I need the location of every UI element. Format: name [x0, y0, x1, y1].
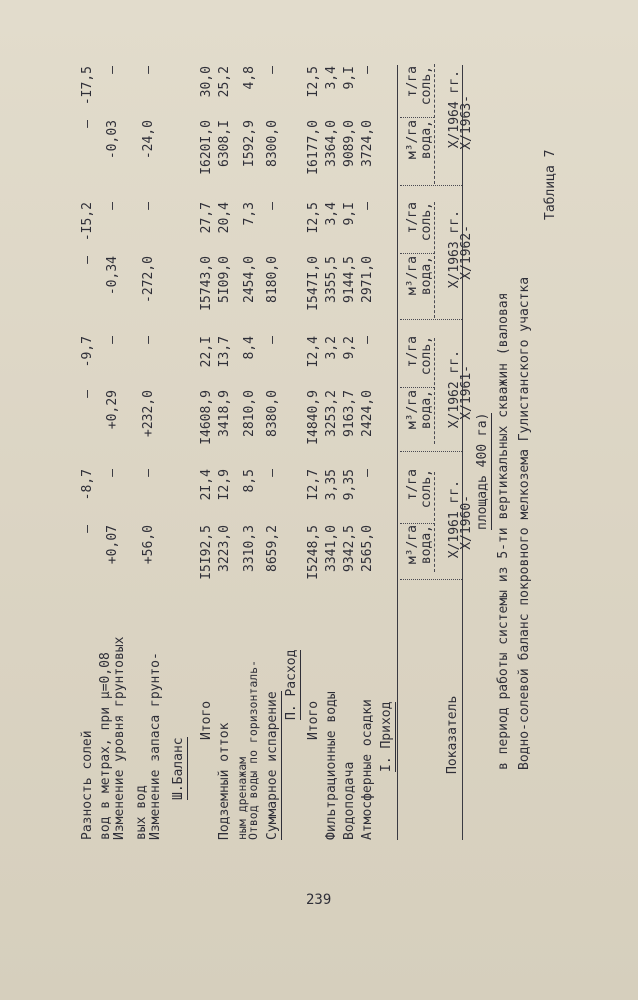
header-separator	[400, 579, 462, 580]
table-cell: I3,7	[217, 336, 232, 368]
row-label: Изменение уровня грунтовых	[112, 636, 127, 840]
table-cell: I6177,0	[306, 120, 321, 175]
header-separator	[400, 387, 434, 388]
title-line-3: площадь 400 га)	[475, 412, 490, 530]
table-cell: —	[360, 66, 375, 74]
table-cell: 8380,0	[265, 390, 280, 437]
period-2-salt-unit: т/га	[405, 336, 420, 368]
header-separator	[400, 185, 462, 186]
table-cell: —	[265, 469, 280, 477]
table-cell: -8,7	[80, 469, 95, 501]
table-cell: 3253,2	[324, 390, 339, 437]
table-cell: I5743,0	[199, 256, 214, 311]
row-label: Подземный отток	[217, 722, 232, 840]
period-3-line1: X/1962-	[459, 225, 474, 280]
period-2-water: вода,	[419, 390, 434, 430]
table-cell: 9,35	[342, 469, 357, 501]
row-label: Разность солей	[80, 730, 95, 840]
table-cell: —	[105, 469, 120, 477]
table-cell: -9,7	[80, 336, 95, 368]
table-cell: 3418,9	[217, 390, 232, 437]
title-line-1: Водно-солевой баланс покровного мелкозема Гулистанского участка	[517, 276, 532, 770]
period-1-line2: X/1961 гг.	[447, 480, 462, 559]
table-cell: I4840,9	[306, 390, 321, 445]
row-label: Отвод воды по горизонталь-	[246, 659, 260, 840]
period-3-salt: соль,	[419, 202, 434, 242]
period-4-water-unit: м³/га	[405, 120, 420, 160]
period-1-water: вода,	[419, 525, 434, 565]
table-cell: I547I,0	[306, 256, 321, 311]
table-cell: 3724,0	[360, 120, 375, 167]
table-cell: —	[265, 202, 280, 210]
table-cell: 3355,5	[324, 256, 339, 303]
row-label: Атмосферные осадки	[360, 699, 375, 840]
table-cell: —	[265, 336, 280, 344]
header-separator	[400, 117, 434, 118]
period-4-line2: X/1964 гг.	[447, 70, 462, 149]
row-label-total: Итого	[306, 700, 321, 740]
table-cell: —	[141, 202, 156, 210]
period-2-line1: X/1961-	[459, 365, 474, 420]
table-cell: 9,I	[342, 66, 357, 90]
table-cell: 8,5	[242, 469, 257, 493]
table-cell: 3364,0	[324, 120, 339, 167]
table-cell: 22,I	[199, 336, 214, 368]
table-cell: 9089,0	[342, 120, 357, 167]
table-cell: —	[105, 336, 120, 344]
table-cell: I4608,9	[199, 390, 214, 445]
period-4-salt: соль,	[419, 66, 434, 106]
period-3-water-unit: м³/га	[405, 256, 420, 296]
section-title-income: I. Приход	[379, 701, 394, 772]
table-cell: 25,2	[217, 66, 232, 98]
table-cell: —	[360, 336, 375, 344]
table-cell: —	[360, 469, 375, 477]
table-cell: 20,4	[217, 202, 232, 234]
table-cell: 9,I	[342, 202, 357, 226]
table-cell: I2,7	[306, 469, 321, 501]
table-cell: +0,29	[105, 390, 120, 430]
table-cell: —	[80, 390, 95, 398]
table-cell: -0,34	[105, 256, 120, 296]
table-cell: 4,8	[242, 66, 257, 90]
table-cell: —	[141, 336, 156, 344]
table-cell: -24,0	[141, 120, 156, 160]
row-label: вых вод	[134, 785, 149, 840]
table-cell: I2,5	[306, 202, 321, 234]
table-cell: 7,3	[242, 202, 257, 226]
table-cell: I2,4	[306, 336, 321, 368]
header-separator	[400, 451, 462, 452]
period-2-line2: X/1962 гг.	[447, 350, 462, 429]
table-cell: 3,4	[324, 66, 339, 90]
table-cell: 5I09,0	[217, 256, 232, 303]
table-cell: 9144,5	[342, 256, 357, 303]
table-cell: 9163,7	[342, 390, 357, 437]
table-cell: —	[360, 202, 375, 210]
period-3-line2: X/1963 гг.	[447, 210, 462, 289]
table-cell: —	[80, 525, 95, 533]
table-cell: +0,07	[105, 525, 120, 565]
table-cell: —	[80, 120, 95, 128]
period-3-salt-unit: т/га	[405, 202, 420, 234]
table-cell: 2565,0	[360, 525, 375, 572]
period-4-line1: X/1963-	[459, 95, 474, 150]
table-cell: 8659,2	[265, 525, 280, 572]
table-cell: +232,0	[141, 390, 156, 437]
period-4-water: вода,	[419, 120, 434, 160]
table-cell: 8180,0	[265, 256, 280, 303]
table-cell: 3,2	[324, 336, 339, 360]
section-title-balance: Ш.Баланс	[171, 737, 186, 800]
row-label: Водоподача	[342, 761, 357, 840]
table-label: Таблица 7	[543, 149, 558, 220]
table-cell: 3341,0	[324, 525, 339, 572]
period-1-line1: X/1960-	[459, 495, 474, 550]
table-cell: —	[141, 469, 156, 477]
table-cell: —	[105, 66, 120, 74]
table-cell: -0,03	[105, 120, 120, 160]
period-2-salt: соль,	[419, 336, 434, 376]
table-cell: 9,2	[342, 336, 357, 360]
table-cell: I5I92,5	[199, 525, 214, 580]
period-2-rule	[434, 338, 435, 444]
period-2-water-unit: м³/га	[405, 390, 420, 430]
period-1-salt: соль,	[419, 469, 434, 509]
table-cell: —	[141, 66, 156, 74]
table-cell: -I5,2	[80, 202, 95, 242]
table-cell: I2,5	[306, 66, 321, 98]
page-number: 239	[306, 892, 332, 908]
table-cell: 27,7	[199, 202, 214, 234]
header-separator	[400, 319, 462, 320]
row-label: Суммарное испарение	[265, 691, 280, 840]
table-cell: 2424,0	[360, 390, 375, 437]
row-label: Фильтрационные воды	[324, 691, 339, 840]
header-separator	[400, 523, 434, 524]
section-title-expense: П. Расход	[284, 649, 299, 720]
table-cell: -272,0	[141, 256, 156, 303]
table-cell: -I7,5	[80, 66, 95, 106]
table-cell: 3,4	[324, 202, 339, 226]
header-bottom-rule	[397, 65, 398, 840]
period-1-rule	[434, 472, 435, 572]
table-top-rule	[462, 65, 463, 840]
table-cell: 3,35	[324, 469, 339, 501]
table-cell: 30,0	[199, 66, 214, 98]
period-1-salt-unit: т/га	[405, 469, 420, 501]
table-cell: I2,9	[217, 469, 232, 501]
period-4-salt-unit: т/га	[405, 66, 420, 98]
table-cell: I620I,0	[199, 120, 214, 175]
table-cell: 2971,0	[360, 256, 375, 303]
table-cell: +56,0	[141, 525, 156, 565]
table-cell: 2I,4	[199, 469, 214, 501]
table-cell: 8,4	[242, 336, 257, 360]
table-cell: 9342,5	[342, 525, 357, 572]
table-cell: I5248,5	[306, 525, 321, 580]
table-cell: 2810,0	[242, 390, 257, 437]
table-cell: I592,9	[242, 120, 257, 167]
header-separator	[400, 253, 434, 254]
period-1-water-unit: м³/га	[405, 525, 420, 565]
table-cell: —	[105, 202, 120, 210]
table-cell: —	[80, 256, 95, 264]
table-cell: 3223,0	[217, 525, 232, 572]
row-label: ным дренажам	[235, 756, 249, 840]
title-line-2: в период работы системы из 5-ти вертикальных скважин (валовая	[496, 292, 511, 770]
period-3-rule	[434, 202, 435, 318]
table-cell: 3310,3	[242, 525, 257, 572]
row-label: Изменение запаса грунто-	[148, 652, 163, 840]
row-label-total: Итого	[199, 700, 214, 740]
header-indicator: Показатель	[445, 695, 460, 774]
table-cell: 2454,0	[242, 256, 257, 303]
period-4-rule	[434, 64, 435, 184]
table-cell: 8300,0	[265, 120, 280, 167]
period-3-water: вода,	[419, 256, 434, 296]
table-cell: —	[265, 66, 280, 74]
row-label: вод в метрах, при μ=0,08	[98, 652, 113, 840]
table-cell: 6308,I	[217, 120, 232, 167]
